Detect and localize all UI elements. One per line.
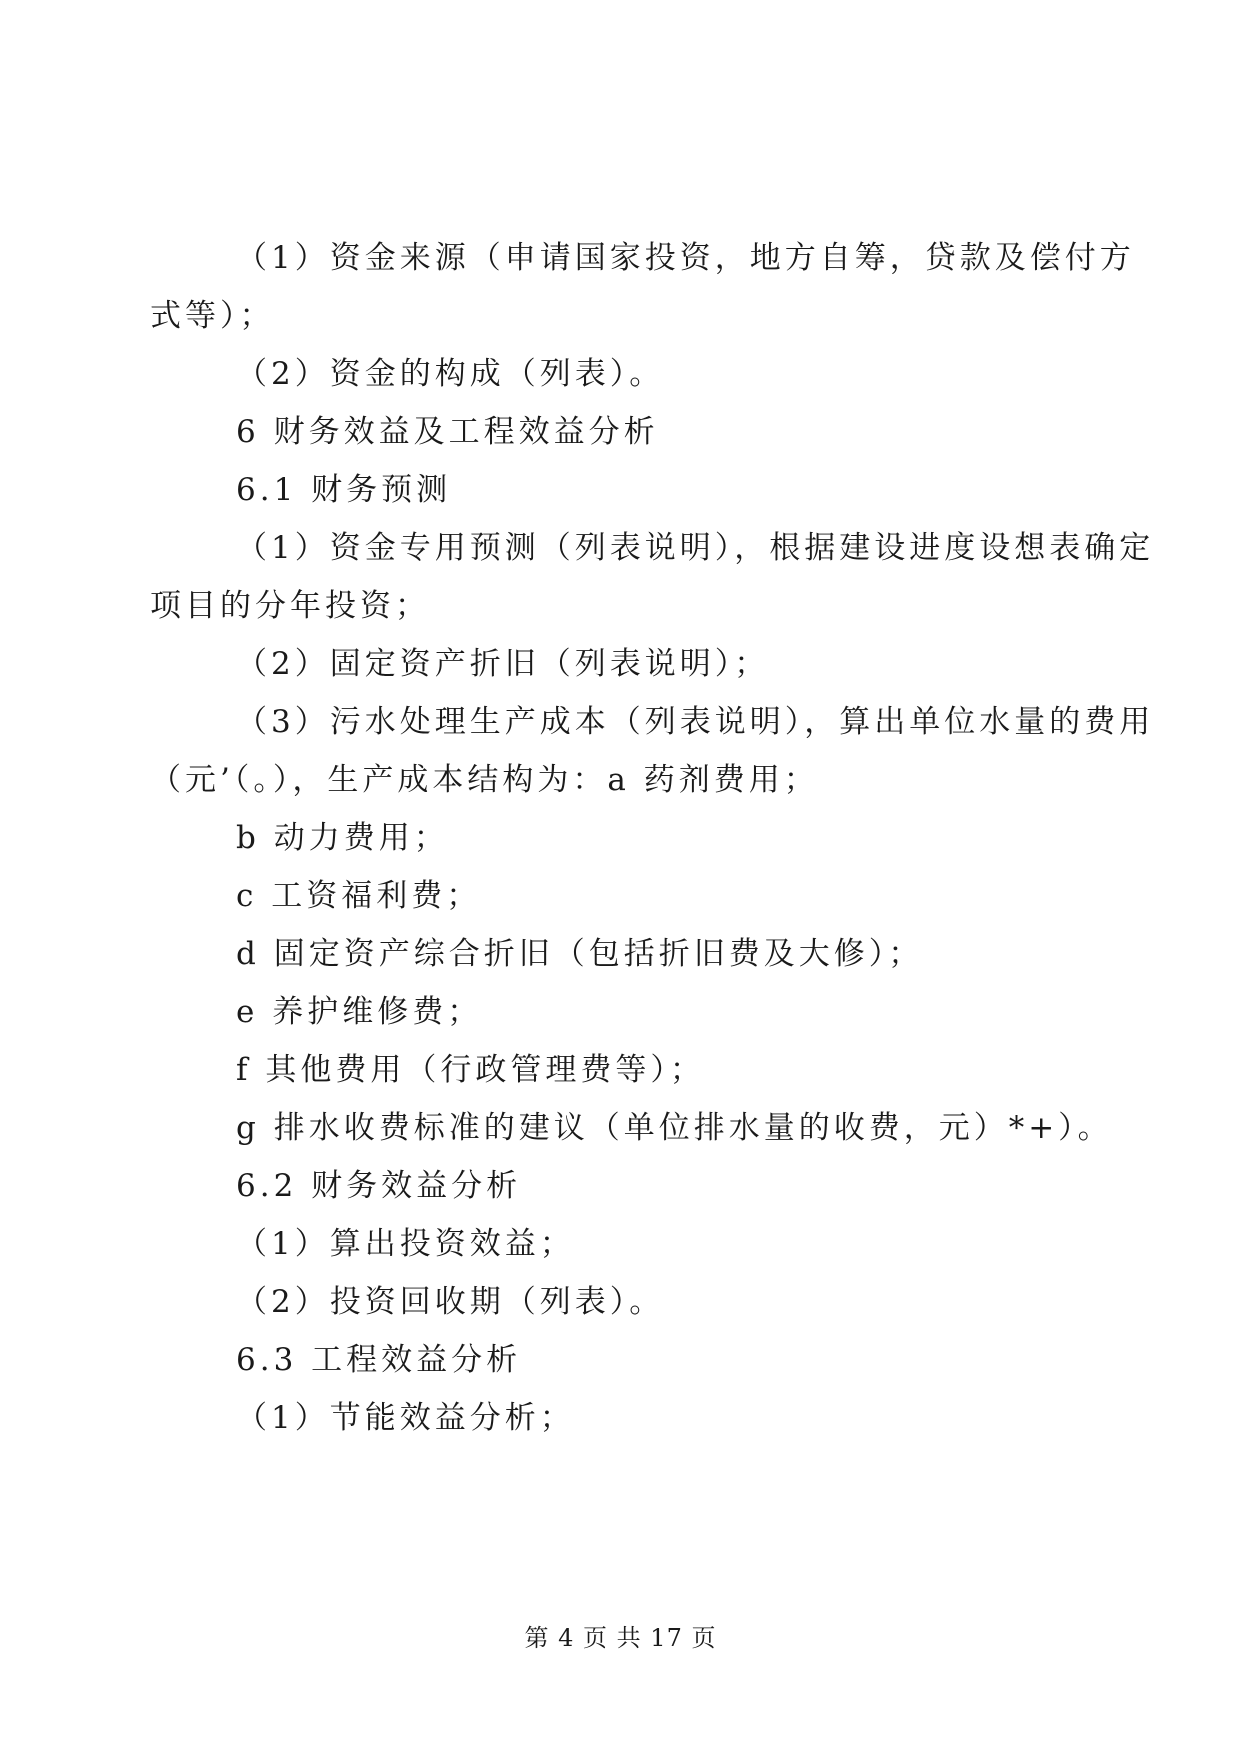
body-line: （1）算出投资效益； bbox=[236, 1226, 575, 1262]
body-line: （元’（。），生产成本结构为：a 药剂费用； bbox=[150, 762, 819, 798]
list-item: f 其他费用（行政管理费等）； bbox=[236, 1052, 705, 1088]
section-heading: 6 财务效益及工程效益分析 bbox=[236, 414, 659, 450]
body-line: （1）节能效益分析； bbox=[236, 1400, 575, 1436]
body-line: （2）投资回收期（列表）。 bbox=[236, 1284, 665, 1320]
list-item: b 动力费用； bbox=[236, 820, 449, 856]
list-item: c 工资福利费； bbox=[236, 878, 482, 914]
body-line: （2）固定资产折旧（列表说明）； bbox=[236, 646, 770, 682]
body-line: （2）资金的构成（列表）。 bbox=[236, 356, 665, 392]
subsection-heading: 6.2 财务效益分析 bbox=[236, 1168, 522, 1204]
list-item: d 固定资产综合折旧（包括折旧费及大修）； bbox=[236, 936, 924, 972]
body-line: 项目的分年投资； bbox=[150, 588, 430, 624]
body-line: （1）资金来源（申请国家投资，地方自筹，贷款及偿付方 bbox=[236, 240, 1135, 276]
list-item: g 排水收费标准的建议（单位排水量的收费，元）*+）。 bbox=[236, 1110, 1113, 1146]
subsection-heading: 6.3 工程效益分析 bbox=[236, 1342, 522, 1378]
subsection-heading: 6.1 财务预测 bbox=[236, 472, 452, 508]
page-footer: 第 4 页 共 17 页 bbox=[524, 1624, 717, 1652]
list-item: e 养护维修费； bbox=[236, 994, 483, 1030]
body-line: 式等）； bbox=[150, 298, 275, 334]
body-line: （1）资金专用预测（列表说明），根据建设进度设想表确定 bbox=[236, 530, 1155, 566]
body-line: （3）污水处理生产成本（列表说明），算出单位水量的费用 bbox=[236, 704, 1155, 740]
